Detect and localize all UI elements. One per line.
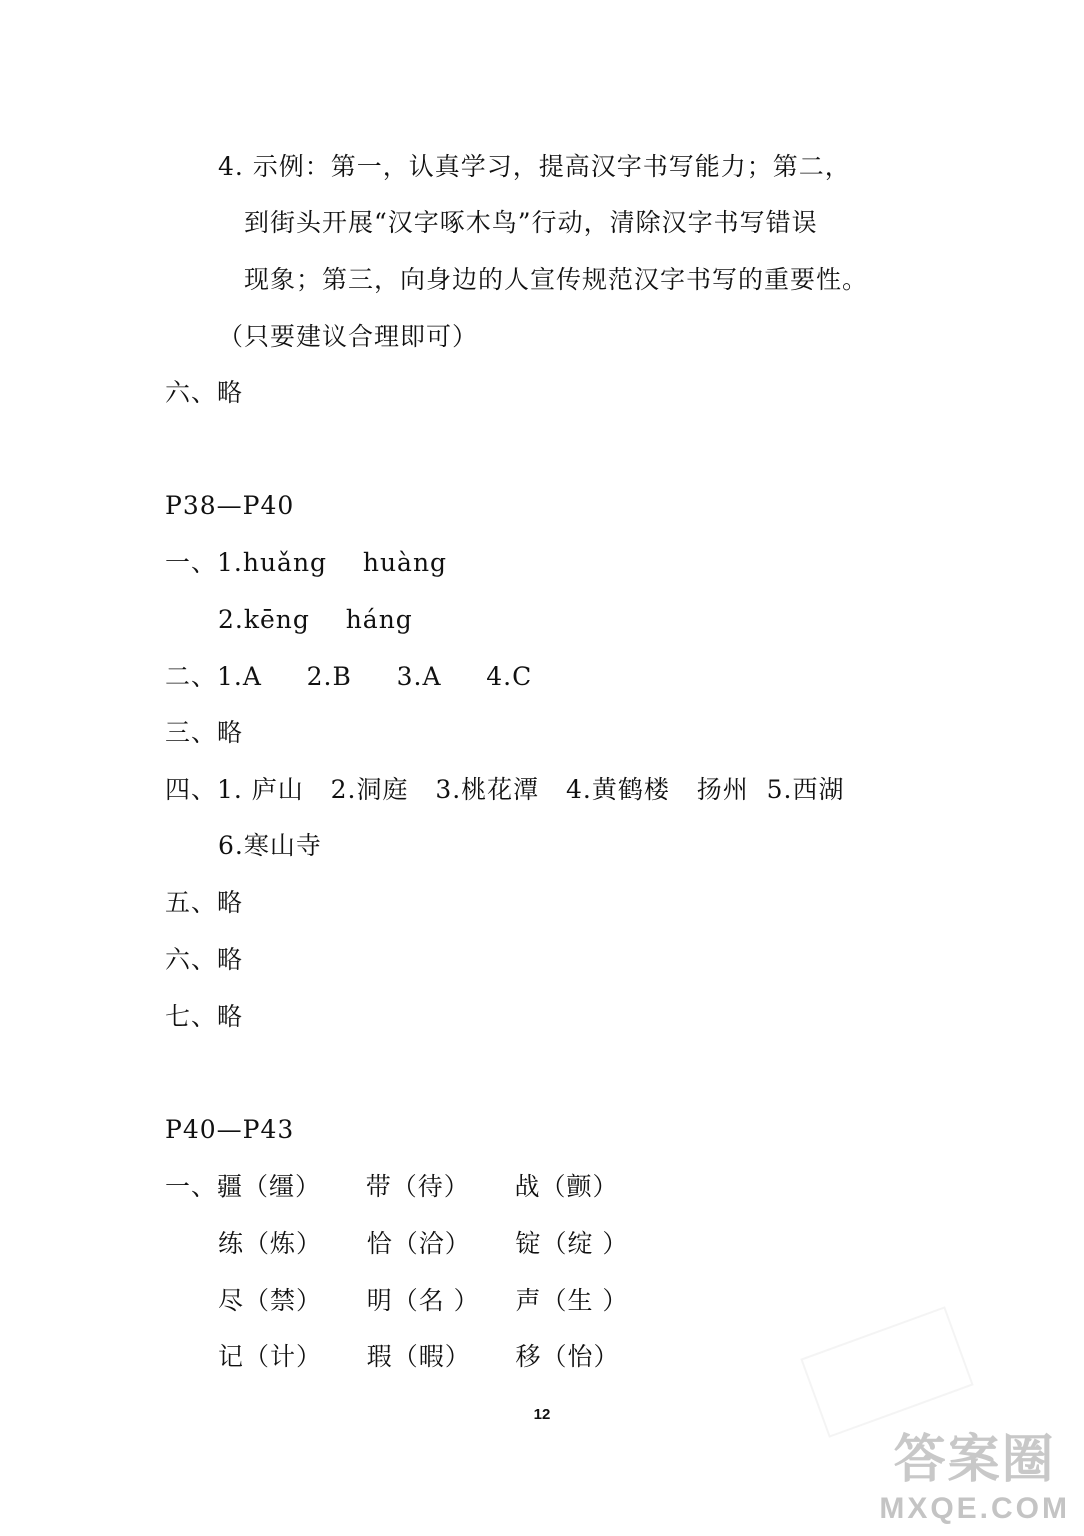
watermark-bottom-text: MXQE.COM <box>879 1492 1070 1525</box>
section-five-answer: 五、略 <box>165 888 244 917</box>
section-one-answer: 一、1.huǎng huàng <box>165 548 448 577</box>
section-seven-answer: 七、略 <box>165 1002 244 1031</box>
section-three-answer: 三、略 <box>165 718 244 747</box>
correction-row-4: 记（计） 瑕（暇） 移（怡） <box>218 1342 620 1371</box>
correction-row-1: 一、疆（缰） 带（待） 战（颤） <box>165 1172 619 1201</box>
section-four-answer: 四、1. 庐山 2.洞庭 3.桃花潭 4.黄鹤楼 扬州 5.西湖 <box>165 775 845 804</box>
correction-row-2: 练（炼） 恰（洽） 锭（绽 ） <box>218 1229 629 1258</box>
answer-note: （只要建议合理即可） <box>218 322 479 351</box>
section-six-answer: 六、略 <box>165 378 244 407</box>
page-range-heading-2: P40—P43 <box>165 1115 295 1144</box>
section-one-answer-2: 2.kēng háng <box>218 605 413 634</box>
site-watermark <box>879 1417 1070 1526</box>
section-two-answer: 二、1.A 2.B 3.A 4.C <box>165 662 533 691</box>
answer-line-4-example: 4. 示例：第一，认真学习，提高汉字书写能力；第二， <box>218 152 851 181</box>
correction-row-3: 尽（禁） 明（名 ） 声（生 ） <box>218 1286 629 1315</box>
answer-line-4-continued: 到街头开展“汉字啄木鸟”行动，清除汉字书写错误 <box>244 208 818 237</box>
watermark-top-text: 答案圈 <box>893 1431 1056 1489</box>
section-four-answer-2: 6.寒山寺 <box>218 831 322 860</box>
answer-line-4-continued-2: 现象；第三，向身边的人宣传规范汉字书写的重要性。 <box>244 265 869 294</box>
page-range-heading: P38—P40 <box>165 491 295 520</box>
page-number: 12 <box>533 1406 551 1423</box>
section-six-answer-2: 六、略 <box>165 945 244 974</box>
